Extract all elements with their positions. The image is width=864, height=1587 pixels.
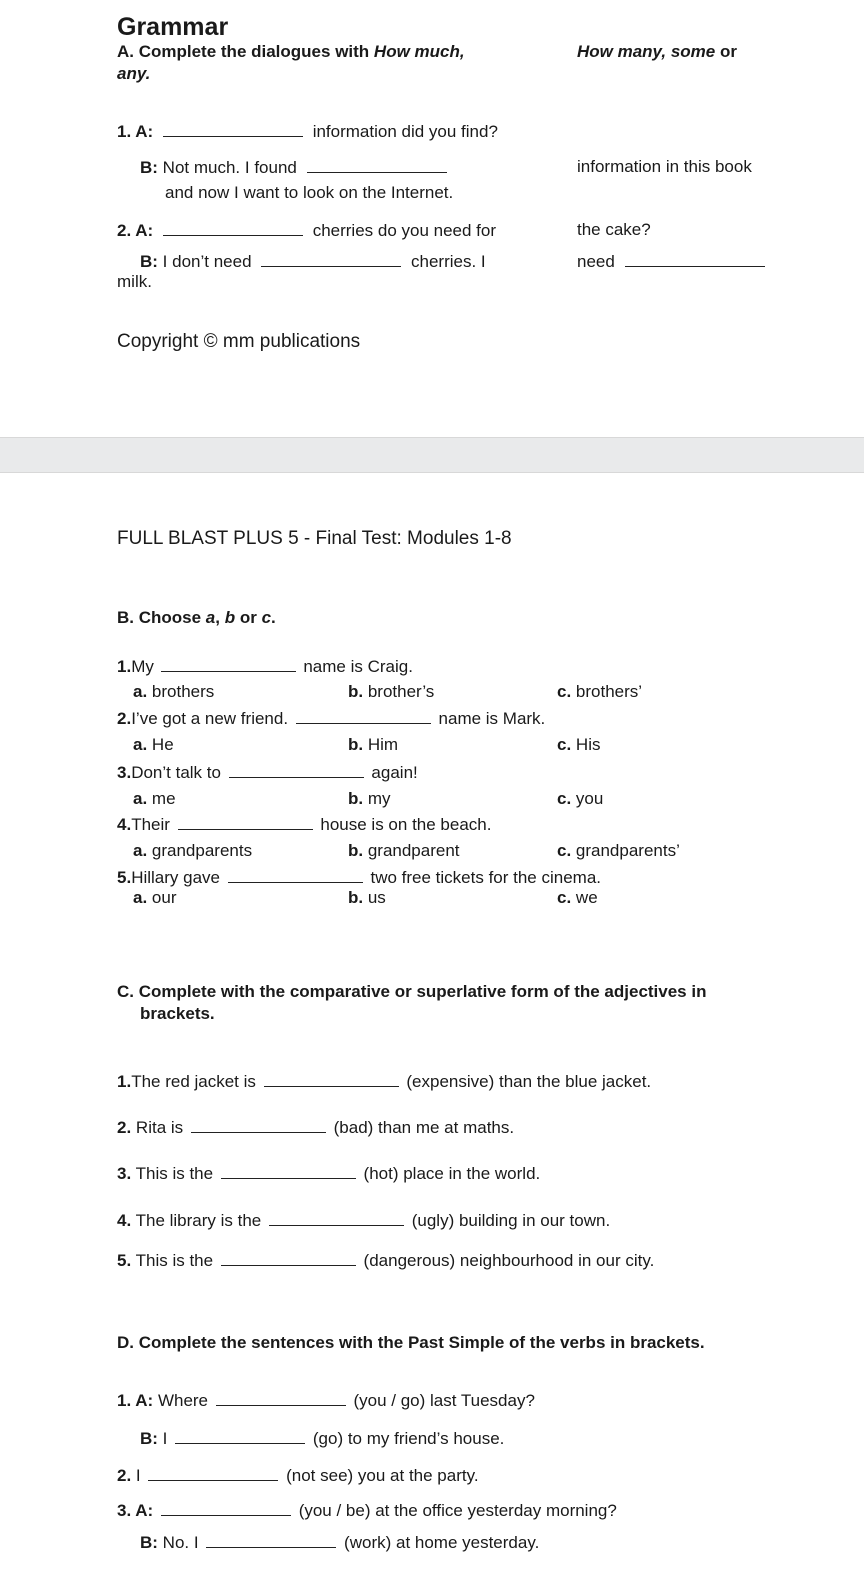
c1-line: 1.The red jacket is (expensive) than the blue jacket. bbox=[117, 1072, 652, 1091]
answer-blank[interactable] bbox=[163, 220, 303, 236]
c3-line: 3. This is the (hot) place in the world. bbox=[117, 1164, 541, 1183]
answer-blank[interactable] bbox=[269, 1210, 404, 1226]
b4-option-b[interactable]: b. grandparent bbox=[348, 841, 460, 860]
section-a-heading-right: How many, some or bbox=[577, 42, 737, 61]
d2-line: 2. I (not see) you at the party. bbox=[117, 1466, 479, 1485]
a2-b-right: need bbox=[577, 251, 765, 272]
a1-line: 1. A: information did you find? bbox=[117, 122, 498, 141]
b1-option-a[interactable]: a. brothers bbox=[133, 682, 215, 701]
section-a-heading-any: any. bbox=[117, 64, 151, 83]
b1-option-b[interactable]: b. brother’s bbox=[348, 682, 435, 701]
answer-blank[interactable] bbox=[221, 1163, 356, 1179]
d1-b-line: B: I (go) to my friend’s house. bbox=[140, 1429, 505, 1448]
b4-option-a[interactable]: a. grandparents bbox=[133, 841, 253, 860]
answer-blank[interactable] bbox=[625, 251, 765, 267]
page-title: Grammar bbox=[117, 13, 229, 41]
a2-line: 2. A: cherries do you need for bbox=[117, 221, 497, 240]
b3-option-c[interactable]: c. you bbox=[557, 789, 604, 808]
d3-a-line: 3. A: (you / be) at the office yesterday morning? bbox=[117, 1501, 617, 1520]
b2-option-b[interactable]: b. Him bbox=[348, 735, 399, 754]
b2-question: 2.I’ve got a new friend. name is Mark. bbox=[117, 709, 546, 728]
answer-blank[interactable] bbox=[216, 1390, 346, 1406]
answer-blank[interactable] bbox=[296, 708, 431, 724]
answer-blank[interactable] bbox=[228, 867, 363, 883]
c4-line: 4. The library is the (ugly) building in our town. bbox=[117, 1211, 611, 1230]
a1-b-line: B: Not much. I found bbox=[140, 157, 447, 178]
page-separator bbox=[0, 437, 864, 473]
b1-option-c[interactable]: c. brothers’ bbox=[557, 682, 643, 701]
b2-option-a[interactable]: a. He bbox=[133, 735, 174, 754]
b5-question: 5.Hillary gave two free tickets for the cinema. bbox=[117, 868, 602, 887]
b5-option-c[interactable]: c. we bbox=[557, 888, 598, 907]
b3-question: 3.Don’t talk to again! bbox=[117, 763, 418, 782]
a1-b-line2: and now I want to look on the Internet. bbox=[165, 183, 454, 202]
b3-option-a[interactable]: a. me bbox=[133, 789, 176, 808]
section-c-heading: C. Complete with the comparative or superlative form of the adjectives in bbox=[117, 982, 707, 1001]
b1-question: 1.My name is Craig. bbox=[117, 657, 413, 676]
answer-blank[interactable] bbox=[264, 1071, 399, 1087]
b2-option-c[interactable]: c. His bbox=[557, 735, 601, 754]
test-title: FULL BLAST PLUS 5 - Final Test: Modules 1-8 bbox=[117, 528, 512, 549]
a1-b-right: information in this book bbox=[577, 157, 752, 176]
answer-blank[interactable] bbox=[229, 762, 364, 778]
a2-b-line: B: I don’t need cherries. I bbox=[140, 252, 486, 271]
d1-a-line: 1. A: Where (you / go) last Tuesday? bbox=[117, 1391, 535, 1410]
b5-option-a[interactable]: a. our bbox=[133, 888, 177, 907]
a2-b-end: milk. bbox=[117, 272, 152, 291]
copyright: Copyright © mm publications bbox=[117, 331, 361, 352]
section-b-heading: B. Choose a, b or c. bbox=[117, 608, 276, 627]
answer-blank[interactable] bbox=[206, 1532, 336, 1548]
answer-blank[interactable] bbox=[148, 1465, 278, 1481]
answer-blank[interactable] bbox=[178, 814, 313, 830]
answer-blank[interactable] bbox=[175, 1428, 305, 1444]
b5-option-b[interactable]: b. us bbox=[348, 888, 386, 907]
a2-right: the cake? bbox=[577, 220, 651, 239]
section-a-heading: A. Complete the dialogues with How much, bbox=[117, 42, 465, 61]
b4-option-c[interactable]: c. grandparents’ bbox=[557, 841, 680, 860]
c5-line: 5. This is the (dangerous) neighbourhood in our city. bbox=[117, 1251, 655, 1270]
answer-blank[interactable] bbox=[161, 656, 296, 672]
answer-blank[interactable] bbox=[307, 157, 447, 173]
answer-blank[interactable] bbox=[261, 251, 401, 267]
answer-blank[interactable] bbox=[163, 121, 303, 137]
b4-question: 4.Their house is on the beach. bbox=[117, 815, 492, 834]
answer-blank[interactable] bbox=[221, 1250, 356, 1266]
answer-blank[interactable] bbox=[161, 1500, 291, 1516]
c2-line: 2. Rita is (bad) than me at maths. bbox=[117, 1118, 515, 1137]
answer-blank[interactable] bbox=[191, 1117, 326, 1133]
section-c-heading-line2: brackets. bbox=[140, 1004, 215, 1023]
b3-option-b[interactable]: b. my bbox=[348, 789, 391, 808]
d3-b-line: B: No. I (work) at home yesterday. bbox=[140, 1533, 540, 1552]
section-d-heading: D. Complete the sentences with the Past Simple of the verbs in brackets. bbox=[117, 1333, 705, 1352]
